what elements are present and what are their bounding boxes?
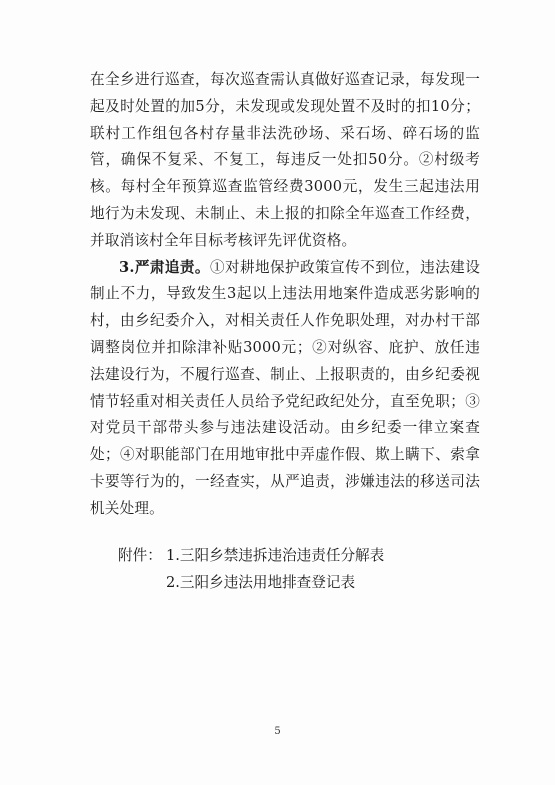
paragraph-assessment: 在全乡进行巡查，每次巡查需认真做好巡查记录，每发现一起及时处置的加5分，未发现或发现处置不及时的扣10分；联村工作组包各村存量非法洗砂场、采石场、碎石场的监管，确保不复采、不复工，每违反一处扣50分。②村级考核。每村全年预算巡查监管经费3000元，发生三起违法用地行为未发现、未制止、未上报的扣除全年巡查工作经费，并取消该村全年目标考核评先评优资格。 <box>90 71 480 249</box>
attachment-item: 1.三阳乡禁违拆违治违责任分解表 <box>166 547 385 564</box>
attachment-item: 2.三阳乡违法用地排查登记表 <box>166 574 356 591</box>
page-number: 5 <box>274 726 281 737</box>
document-body <box>90 67 480 523</box>
attachment-row-2 <box>118 569 384 596</box>
attachment-row-1 <box>118 542 384 569</box>
paragraph-accountability <box>90 255 480 523</box>
accountability-body: ①对耕地保护政策宣传不到位，违法建设制止不力，导致发生3起以上违法用地案件造成恶劣影响的村，由乡纪委介入，对相关责任人作免职处理，对办村干部调整岗位并扣除津补贴3000元；②对纵容、庇护、放任违法建设行为，不履行巡查、制止、上报职责的，由乡纪委视情节轻重对相关责任人员给予党纪政纪处分，直至免职；③对党员干部带头参与违法建设活动。由乡纪委一律立案查处；④对职能部门在用地审批中弄虚作假、欺上瞒下、索拿卡要等行为的，一经查实，从严追责，涉嫌违法的移送司法机关处理。 <box>90 258 480 517</box>
attachments-label: 附件： <box>118 547 162 564</box>
section-heading-accountability: 3.严肃追责。 <box>119 258 210 276</box>
attachments-list <box>118 542 384 596</box>
